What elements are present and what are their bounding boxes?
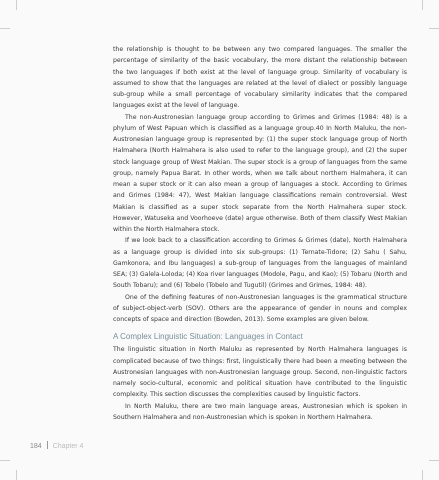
crop-mark-bottom-left [0,460,10,461]
paragraph-relationship: the relationship is thought to be between any two compared languages. The smaller the percentage of similarity of the basic vocabulary, the more distant the relationship between the two languages if both exist at the level of language group. Similarity of vocabulary is assumed to show that the languages are related at the level of dialect or possibly language sub-group while a small percentage of vocabulary similarity indicates that the compared languages exist at the level of language. [113,46,407,110]
page-footer [30,441,83,450]
paragraph-linguistic-situation: The linguistic situation in North Maluku as represented by North Halmahera languages is complicated because of two things: first, linguistically there had been a meeting between the Austronesian languages with non-Austronesian language group. Second, non-linguistic factors namely socio-cultural, economic and political situation have contributed to the linguistic complexity. This section discusses the complexities caused by linguistic factors. [113,346,407,399]
crop-mark-bottom-right-v [422,470,423,480]
crop-mark-top-right [429,28,439,29]
page-body [113,44,407,423]
paragraph-non-austronesian-group: The non-Austronesian language group according to Grimes and Grimes (1984: 48) is a phylum of West Papuan which is classified as a language group.40 In North Maluku, the non-Austronesian language group is represented by: (1) the super stock language group of North Halmahera (North Halmahera is also used to refer to the language group), and (2) the super stock language group of West Makian. The super stock is a group of languages from the same group, namely Papua Barat. In other words, when we talk about northern Halmahera, it can mean a super stock or it can also mean a group of languages a stock. According to Grimes and Grimes (1984: 47), West Makian language classifications remain controversial. West Makian is classified as a super stock separate from the North Halmahera super stock. However, Watuseka and Voorhoeve (date) argue otherwise. Both of them classify West Makian within the North Halmahera stock. [113,113,407,233]
crop-mark-top-right-v [422,0,423,10]
chapter-label: Chapter 4 [52,443,84,450]
crop-mark-top-left-v [16,0,17,10]
section-heading: A Complex Linguistic Situation: Languages in Contact [113,332,303,342]
crop-mark-bottom-left-v [16,470,17,480]
crop-mark-top-left [0,28,10,29]
page-number: 184 [30,443,42,450]
paragraph-language-areas: In North Maluku, there are two main language areas, Austronesian which is spoken in Southern Halmahera and non-Austronesian which is spoken in Northern Halmahera. [113,402,407,421]
paragraph-defining-features: One of the defining features of non-Austronesian languages is the grammatical structure of subject-object-verb (SOV). Others are the appearance of gender in nouns and complex concepts of space and direction (Bowden, 2013). Some examples are given below. [113,293,407,323]
crop-mark-bottom-right [429,460,439,461]
paragraph-classification: If we look back to a classification according to Grimes & Grimes (date), North Halmahera as a language group is divided into six sub-groups: (1) Ternate-Tidore; (2) Sahu ( Sahu, Gamkonora, and Ibu languages) a sub-group of languages from the languages of mainland SEA; (3) Galela-Loloda; (4) Koa river languages (Modole, Pagu, and Kao); (5) Tobaru (North and South Tobaru); and (6) Tobelo (Tobelo and Tugutil) (Grimes and Grimes, 1984: 48). [113,237,407,290]
footer-separator [47,441,48,449]
